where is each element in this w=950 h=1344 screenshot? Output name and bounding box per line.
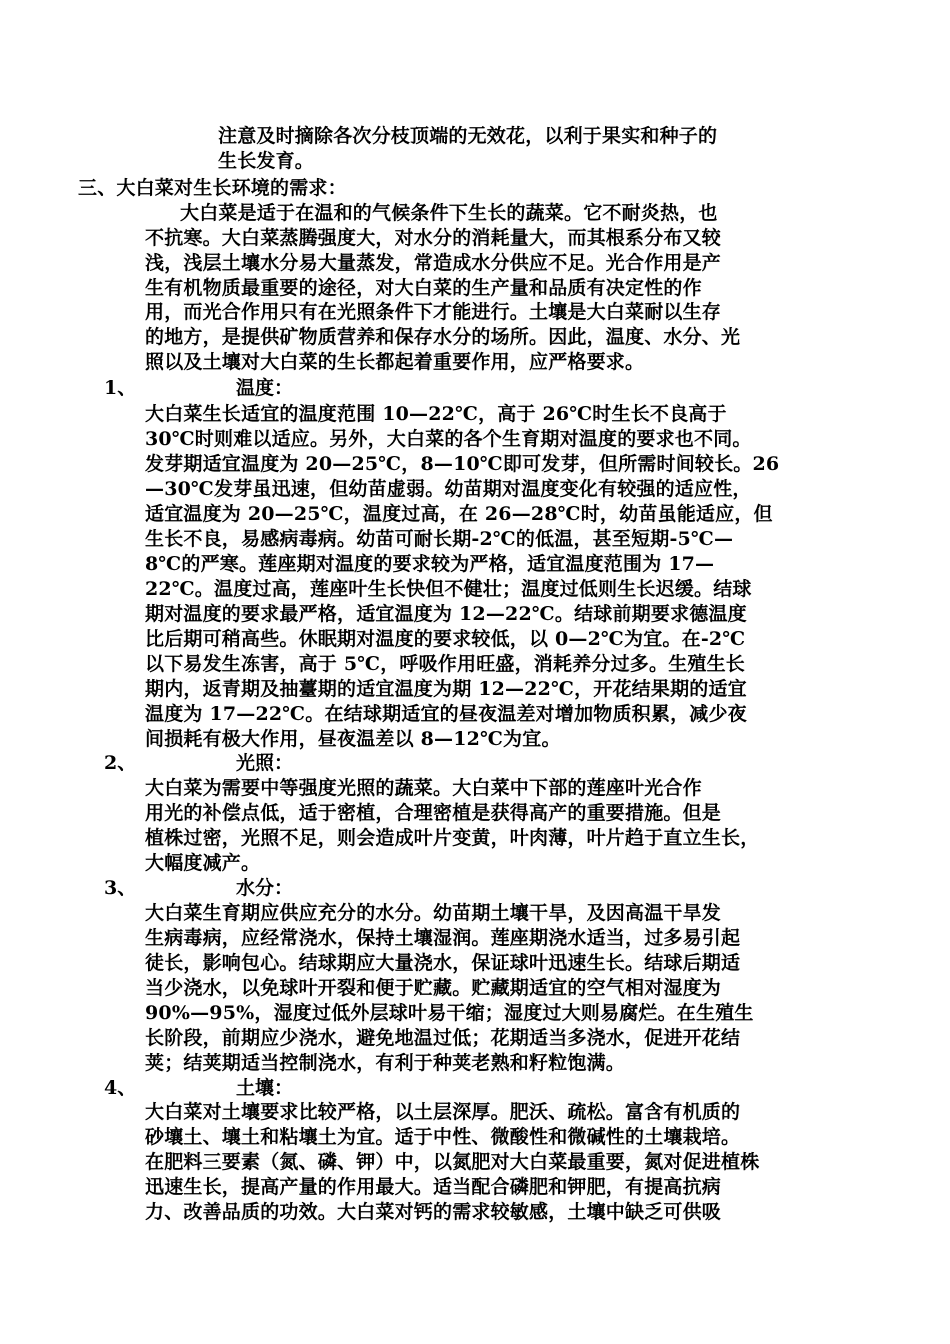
paragraph-line: 大白菜是适于在温和的气候条件下生长的蔬菜。它不耐炎热，也 — [180, 202, 718, 224]
body-line: 温度为 17—22℃。在结球期适宜的昼夜温差对增加物质积累，减少夜 — [145, 703, 747, 725]
body-line: 期内，返青期及抽薹期的适宜温度为期 12—22℃，开花结果期的适宜 — [145, 678, 747, 700]
paragraph-line: 不抗寒。大白菜蒸腾强度大，对水分的消耗量大，而其根系分布又较 — [145, 227, 722, 249]
body-line: 大白菜为需要中等强度光照的蔬菜。大白菜中下部的莲座叶光合作 — [145, 777, 702, 799]
subsection-number: 4、 — [104, 1077, 137, 1099]
paragraph-line: 的地方，是提供矿物质营养和保存水分的场所。因此，温度、水分、光 — [145, 326, 741, 348]
body-line: 砂壤土、壤土和粘壤土为宜。适于中性、微酸性和微碱性的土壤栽培。 — [145, 1126, 741, 1148]
body-line: 徒长，影响包心。结球期应大量浇水，保证球叶迅速生长。结球后期适 — [145, 952, 741, 974]
section-heading: 三、大白菜对生长环境的需求： — [78, 177, 347, 199]
paragraph-line: 照以及土壤对大白菜的生长都起着重要作用，应严格要求。 — [145, 351, 645, 373]
subsection-number: 1、 — [104, 377, 137, 399]
body-line: 发芽期适宜温度为 20—25℃，8—10℃即可发芽，但所需时间较长。26 — [145, 453, 780, 475]
body-line: 大白菜生长适宜的温度范围 10—22℃，高于 26℃时生长不良高于 — [145, 403, 727, 425]
body-line: 22℃。温度过高，莲座叶生长快但不健壮；温度过低则生长迟缓。结球 — [145, 578, 752, 600]
body-line: 期对温度的要求最严格，适宜温度为 12—22℃。结球前期要求德温度 — [145, 603, 747, 625]
body-line: 当少浇水，以免球叶开裂和便于贮藏。贮藏期适宜的空气相对湿度为 — [145, 977, 722, 999]
body-line: 90%—95%，湿度过低外层球叶易干缩；湿度过大则易腐烂。在生殖生 — [145, 1002, 754, 1024]
body-line: 力、改善品质的功效。大白菜对钙的需求较敏感，土壤中缺乏可供吸 — [145, 1201, 722, 1223]
subsection-title: 水分： — [236, 877, 294, 899]
body-line: 植株过密，光照不足，则会造成叶片变黄，叶肉薄，叶片趋于直立生长， — [145, 827, 760, 849]
body-line: 8℃的严寒。莲座期对温度的要求较为严格，适宜温度范围为 17— — [145, 553, 715, 575]
body-line: 大幅度减产。 — [145, 852, 261, 874]
body-line: 生长不良，易感病毒病。幼苗可耐长期-2℃的低温，甚至短期-5℃— — [145, 528, 734, 550]
subsection-title: 土壤： — [236, 1077, 294, 1099]
body-line: 大白菜对土壤要求比较严格，以土层深厚。肥沃、疏松。富含有机质的 — [145, 1101, 741, 1123]
paragraph-line: 浅，浅层土壤水分易大量蒸发，常造成水分供应不足。光合作用是产 — [145, 252, 722, 274]
intro-line: 生长发育。 — [218, 150, 315, 172]
body-line: 大白菜生育期应供应充分的水分。幼苗期土壤干旱，及因高温干旱发 — [145, 902, 722, 924]
body-line: 生病毒病，应经常浇水，保持土壤湿润。莲座期浇水适当，过多易引起 — [145, 927, 741, 949]
subsection-number: 2、 — [104, 752, 137, 774]
body-line: —30℃发芽虽迅速，但幼苗虚弱。幼苗期对温度变化有较强的适应性， — [145, 478, 752, 500]
body-line: 长阶段，前期应少浇水，避免地温过低；花期适当多浇水，促进开花结 — [145, 1027, 741, 1049]
paragraph-line: 用，而光合作用只有在光照条件下才能进行。土壤是大白菜耐以生存 — [145, 301, 722, 323]
body-line: 以下易发生冻害，高于 5℃，呼吸作用旺盛，消耗养分过多。生殖生长 — [145, 653, 746, 675]
body-line: 迅速生长，提高产量的作用最大。适当配合磷肥和钾肥，有提高抗病 — [145, 1176, 722, 1198]
paragraph-line: 生有机物质最重要的途径，对大白菜的生产量和品质有决定性的作 — [145, 277, 702, 299]
subsection-title: 温度： — [236, 377, 294, 399]
subsection-number: 3、 — [104, 877, 137, 899]
body-line: 间损耗有极大作用，昼夜温差以 8—12℃为宜。 — [145, 728, 561, 750]
body-line: 适宜温度为 20—25℃，温度过高，在 26—28℃时，幼苗虽能适应，但 — [145, 503, 773, 525]
body-line: 30℃时则难以适应。另外，大白菜的各个生育期对温度的要求也不同。 — [145, 428, 752, 450]
body-line: 荚；结荚期适当控制浇水，有利于种荚老熟和籽粒饱满。 — [145, 1052, 626, 1074]
body-line: 用光的补偿点低，适于密植，合理密植是获得高产的重要措施。但是 — [145, 802, 722, 824]
subsection-title: 光照： — [236, 752, 294, 774]
body-line: 比后期可稍高些。休眠期对温度的要求较低，以 0—2℃为宜。在-2℃ — [145, 628, 746, 650]
intro-line: 注意及时摘除各次分枝顶端的无效花，以利于果实和种子的 — [218, 125, 718, 147]
body-line: 在肥料三要素（氮、磷、钾）中，以氮肥对大白菜最重要，氮对促进植株 — [145, 1151, 760, 1173]
